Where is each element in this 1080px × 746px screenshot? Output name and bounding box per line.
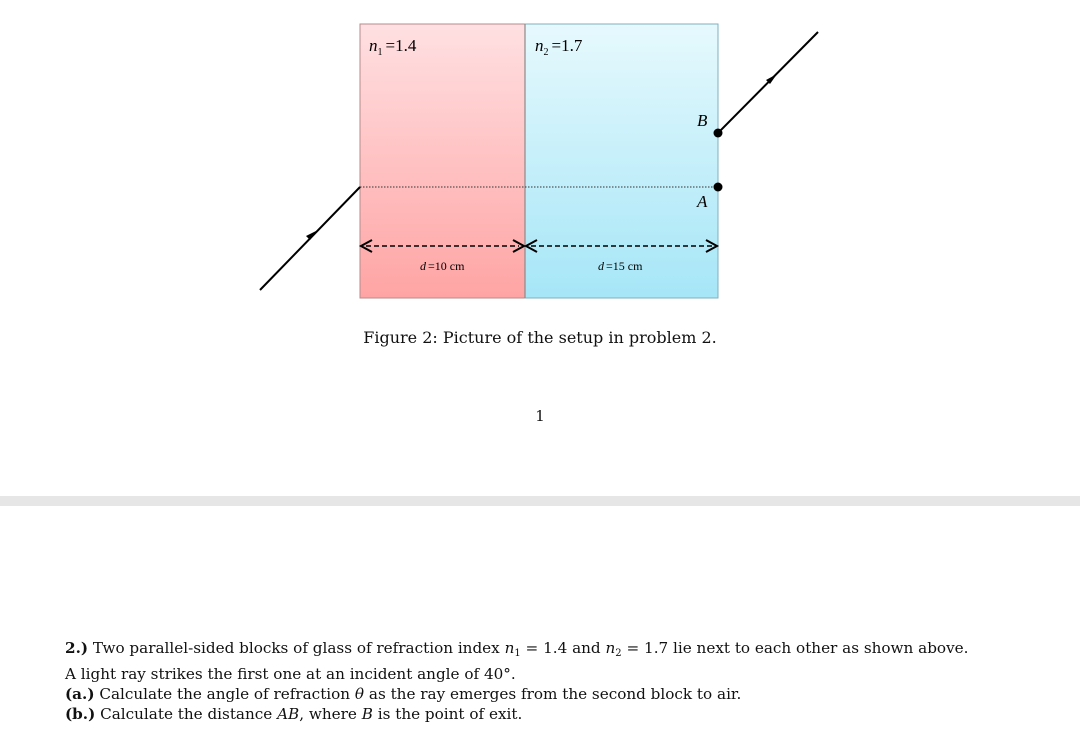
figure-caption: Figure 2: Picture of the setup in problem 2. [363,328,717,347]
emergent-ray [718,32,818,133]
problem-number: 2.) [65,639,89,657]
page-number: 1 [535,407,545,425]
glass-block-1 [360,24,525,298]
incident-ray-arrow-icon [306,230,318,240]
point-a-label: A [697,192,708,211]
problem-part-a: (a.) Calculate the angle of refraction θ as the ray emerges from the second block to air. [65,685,742,703]
n2-label: $n_2 =1.7$ [535,36,583,58]
point-b-dot [714,129,723,138]
d1-label: d =10 cm [420,259,465,273]
n1-label: $n_1 =1.4$ [369,36,417,58]
point-a-dot [714,183,723,192]
d2-label: d =15 cm [598,259,643,273]
glass-block-2 [525,24,718,298]
problem-line-1: 2.) Two parallel-sided blocks of glass of refraction index $n_1 = 1.4$ and $n_2 = 1.7$ lie next to each other as shown above. [65,639,969,659]
problem-statement [65,638,1055,724]
page-divider [0,496,1080,506]
problem-line-2: A light ray strikes the first one at an incident angle of 40°. [65,665,516,683]
refraction-figure [0,0,1080,310]
point-b-label: B [697,111,708,130]
problem-part-b: (b.) Calculate the distance AB, where B is the point of exit. [65,705,523,723]
